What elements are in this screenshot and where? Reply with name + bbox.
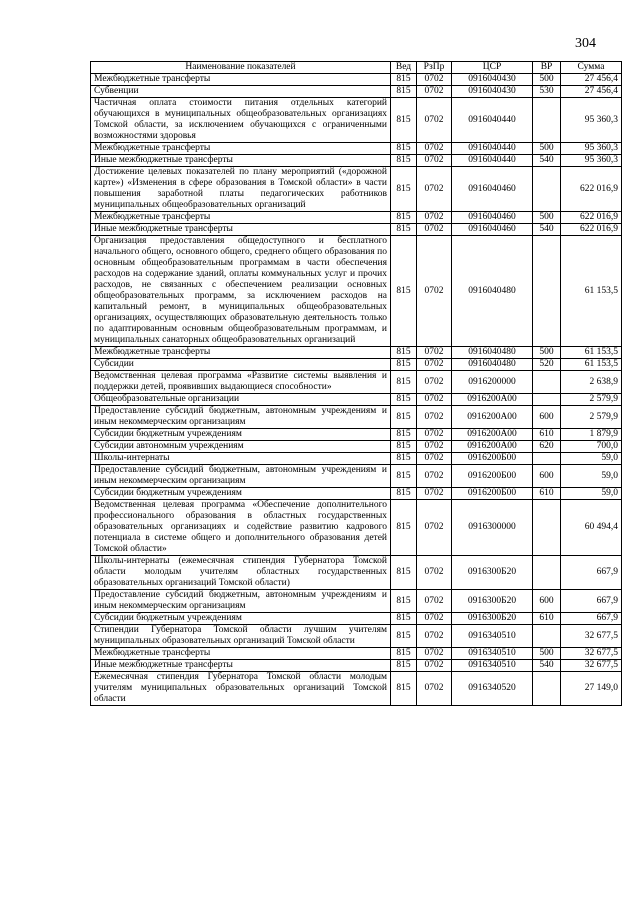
- row-vr: 620: [533, 441, 561, 453]
- row-sum: 700,0: [561, 441, 622, 453]
- row-rzpr: 0702: [417, 155, 452, 167]
- table-row: [91, 488, 622, 500]
- row-name: Субсидии бюджетным учреждениям: [91, 613, 391, 625]
- row-rzpr: 0702: [417, 167, 452, 212]
- header-name: Наименование показателей: [91, 62, 391, 74]
- row-name: Предоставление субсидий бюджетным, автономным учреждениям и иным некоммерческим организациям: [91, 406, 391, 429]
- row-vr: [533, 500, 561, 556]
- row-sum: 622 016,9: [561, 167, 622, 212]
- row-name: Субвенции: [91, 86, 391, 98]
- header-ved: Вед: [391, 62, 417, 74]
- row-rzpr: 0702: [417, 98, 452, 143]
- row-sum: 2 579,9: [561, 406, 622, 429]
- row-sum: 667,9: [561, 590, 622, 613]
- row-name: Школы-интернаты: [91, 453, 391, 465]
- table-row: [91, 613, 622, 625]
- row-name: Иные межбюджетные трансферты: [91, 660, 391, 672]
- table-row: [91, 212, 622, 224]
- row-ved: 815: [391, 406, 417, 429]
- row-sum: 61 153,5: [561, 236, 622, 347]
- table-row: [91, 143, 622, 155]
- header-csr: ЦСР: [452, 62, 533, 74]
- row-rzpr: 0702: [417, 371, 452, 394]
- table-row: [91, 347, 622, 359]
- row-csr: 0916040460: [452, 167, 533, 212]
- row-ved: 815: [391, 590, 417, 613]
- row-vr: 500: [533, 143, 561, 155]
- row-csr: 0916340510: [452, 625, 533, 648]
- row-vr: 610: [533, 488, 561, 500]
- row-csr: 0916040440: [452, 155, 533, 167]
- row-name: Частичная оплата стоимости питания отдельных категорий обучающихся в муниципальных общеобразовательных организациях Томской области, за исключением обучающихся с ограниченными возможностями здоровья: [91, 98, 391, 143]
- row-sum: 622 016,9: [561, 212, 622, 224]
- table-row: [91, 406, 622, 429]
- row-vr: 540: [533, 660, 561, 672]
- row-ved: 815: [391, 613, 417, 625]
- row-csr: 0916200А00: [452, 441, 533, 453]
- row-vr: [533, 167, 561, 212]
- row-rzpr: 0702: [417, 224, 452, 236]
- row-vr: 610: [533, 429, 561, 441]
- row-sum: 59,0: [561, 465, 622, 488]
- row-rzpr: 0702: [417, 556, 452, 590]
- row-vr: 530: [533, 86, 561, 98]
- table-row: [91, 453, 622, 465]
- row-name: Ежемесячная стипендия Губернатора Томской области молодым учителям муниципальных образовательных организаций Томской области: [91, 672, 391, 706]
- row-csr: 0916200000: [452, 371, 533, 394]
- table-row: [91, 648, 622, 660]
- table-row: [91, 359, 622, 371]
- row-name: Ведомственная целевая программа «Развитие системы выявления и поддержки детей, проявивших выдающиеся способности»: [91, 371, 391, 394]
- row-csr: 0916200А00: [452, 429, 533, 441]
- table-row: [91, 236, 622, 347]
- row-sum: 61 153,5: [561, 359, 622, 371]
- table-row: [91, 224, 622, 236]
- row-csr: 0916040460: [452, 224, 533, 236]
- row-sum: 27 456,4: [561, 86, 622, 98]
- row-sum: 32 677,5: [561, 625, 622, 648]
- header-rzpr: РзПр: [417, 62, 452, 74]
- row-rzpr: 0702: [417, 648, 452, 660]
- table-row: [91, 155, 622, 167]
- row-rzpr: 0702: [417, 74, 452, 86]
- row-rzpr: 0702: [417, 86, 452, 98]
- row-csr: 0916040440: [452, 143, 533, 155]
- row-rzpr: 0702: [417, 236, 452, 347]
- row-ved: 815: [391, 465, 417, 488]
- row-vr: [533, 625, 561, 648]
- row-ved: 815: [391, 236, 417, 347]
- table-row: [91, 167, 622, 212]
- row-csr: 0916340510: [452, 660, 533, 672]
- row-name: Субсидии автономным учреждениям: [91, 441, 391, 453]
- table-row: [91, 86, 622, 98]
- row-sum: 32 677,5: [561, 660, 622, 672]
- row-sum: 32 677,5: [561, 648, 622, 660]
- row-sum: 2 579,9: [561, 394, 622, 406]
- row-ved: 815: [391, 500, 417, 556]
- row-rzpr: 0702: [417, 660, 452, 672]
- row-sum: 95 360,3: [561, 143, 622, 155]
- header-sum: Сумма: [561, 62, 622, 74]
- row-csr: 0916300000: [452, 500, 533, 556]
- table-row: [91, 500, 622, 556]
- row-ved: 815: [391, 429, 417, 441]
- row-sum: 95 360,3: [561, 98, 622, 143]
- row-rzpr: 0702: [417, 672, 452, 706]
- row-name: Межбюджетные трансферты: [91, 74, 391, 86]
- row-ved: 815: [391, 371, 417, 394]
- row-name: Межбюджетные трансферты: [91, 212, 391, 224]
- row-ved: 815: [391, 394, 417, 406]
- row-name: Ведомственная целевая программа «Обеспечение дополнительного профессионального образования в областных государственных образовательных организациях и содействие развитию кадрового потенциала в системе общего и дополнительного образования детей Томской области»: [91, 500, 391, 556]
- row-name: Иные межбюджетные трансферты: [91, 224, 391, 236]
- row-vr: [533, 98, 561, 143]
- row-rzpr: 0702: [417, 406, 452, 429]
- row-sum: 61 153,5: [561, 347, 622, 359]
- row-rzpr: 0702: [417, 359, 452, 371]
- row-csr: 0916040430: [452, 86, 533, 98]
- row-name: Школы-интернаты (ежемесячная стипендия Губернатора Томской области молодым учителям областных государственных образовательных организаций Томской области): [91, 556, 391, 590]
- row-sum: 59,0: [561, 488, 622, 500]
- row-sum: 622 016,9: [561, 224, 622, 236]
- row-sum: 95 360,3: [561, 155, 622, 167]
- row-vr: [533, 371, 561, 394]
- row-sum: 27 456,4: [561, 74, 622, 86]
- row-csr: 0916040460: [452, 212, 533, 224]
- row-name: Субсидии бюджетным учреждениям: [91, 429, 391, 441]
- row-vr: 600: [533, 590, 561, 613]
- row-ved: 815: [391, 660, 417, 672]
- table-row: [91, 98, 622, 143]
- row-sum: 60 494,4: [561, 500, 622, 556]
- row-ved: 815: [391, 347, 417, 359]
- row-csr: 0916200Б00: [452, 465, 533, 488]
- row-rzpr: 0702: [417, 212, 452, 224]
- row-csr: 0916340510: [452, 648, 533, 660]
- row-vr: 500: [533, 212, 561, 224]
- row-ved: 815: [391, 488, 417, 500]
- row-ved: 815: [391, 86, 417, 98]
- row-csr: 0916300Б20: [452, 556, 533, 590]
- row-vr: [533, 453, 561, 465]
- row-csr: 0916200А00: [452, 406, 533, 429]
- row-csr: 0916200Б00: [452, 453, 533, 465]
- row-ved: 815: [391, 143, 417, 155]
- row-vr: 600: [533, 406, 561, 429]
- row-name: Организация предоставления общедоступного и бесплатного начального общего, основного общего, среднего общего образования по основным общеобразовательным программам в части обеспечения расходов на содержание зданий, оплаты коммунальных услуг и прочих расходов, не связанных с обеспечением реализации основных общеобразовательных программ, за исключением расходов на капитальный ремонт, в муниципальных общеобразовательных организациях, осуществляющих образовательную деятельность только по адаптированным основным общеобразовательным программам, и муниципальных санаторных общеобразовательных организаций: [91, 236, 391, 347]
- row-vr: 610: [533, 613, 561, 625]
- table-row: [91, 660, 622, 672]
- row-name: Межбюджетные трансферты: [91, 143, 391, 155]
- table-row: [91, 625, 622, 648]
- row-rzpr: 0702: [417, 429, 452, 441]
- row-vr: 520: [533, 359, 561, 371]
- table-header-row: [91, 62, 622, 74]
- row-ved: 815: [391, 625, 417, 648]
- row-name: Межбюджетные трансферты: [91, 347, 391, 359]
- row-ved: 815: [391, 224, 417, 236]
- row-ved: 815: [391, 359, 417, 371]
- row-rzpr: 0702: [417, 143, 452, 155]
- row-vr: [533, 394, 561, 406]
- row-ved: 815: [391, 556, 417, 590]
- row-rzpr: 0702: [417, 347, 452, 359]
- row-ved: 815: [391, 212, 417, 224]
- row-sum: 59,0: [561, 453, 622, 465]
- row-ved: 815: [391, 155, 417, 167]
- row-vr: 500: [533, 347, 561, 359]
- header-vr: ВР: [533, 62, 561, 74]
- table-row: [91, 672, 622, 706]
- row-rzpr: 0702: [417, 590, 452, 613]
- table-row: [91, 590, 622, 613]
- row-vr: 500: [533, 74, 561, 86]
- row-rzpr: 0702: [417, 500, 452, 556]
- row-name: Общеобразовательные организации: [91, 394, 391, 406]
- row-name: Субсидии бюджетным учреждениям: [91, 488, 391, 500]
- row-csr: 0916040480: [452, 236, 533, 347]
- row-rzpr: 0702: [417, 441, 452, 453]
- page-number: 304: [575, 36, 596, 51]
- row-name: Субсидии: [91, 359, 391, 371]
- row-csr: 0916040430: [452, 74, 533, 86]
- row-sum: 2 638,9: [561, 371, 622, 394]
- row-csr: 0916040480: [452, 359, 533, 371]
- row-rzpr: 0702: [417, 465, 452, 488]
- row-rzpr: 0702: [417, 488, 452, 500]
- row-sum: 667,9: [561, 556, 622, 590]
- row-vr: [533, 556, 561, 590]
- row-ved: 815: [391, 167, 417, 212]
- row-csr: 0916340520: [452, 672, 533, 706]
- row-rzpr: 0702: [417, 394, 452, 406]
- row-sum: 1 879,9: [561, 429, 622, 441]
- row-csr: 0916300Б20: [452, 590, 533, 613]
- row-name: Достижение целевых показателей по плану мероприятий («дорожной карте») «Изменения в сфере образования в Томской области» в части повышения заработной платы педагогических работников муниципальных общеобразовательных организаций: [91, 167, 391, 212]
- row-ved: 815: [391, 453, 417, 465]
- row-vr: 600: [533, 465, 561, 488]
- row-vr: 540: [533, 224, 561, 236]
- row-name: Стипендии Губернатора Томской области лучшим учителям муниципальных образовательных организаций Томской области: [91, 625, 391, 648]
- table-row: [91, 556, 622, 590]
- table-row: [91, 465, 622, 488]
- row-sum: 667,9: [561, 613, 622, 625]
- row-rzpr: 0702: [417, 613, 452, 625]
- row-ved: 815: [391, 648, 417, 660]
- table-row: [91, 74, 622, 86]
- row-ved: 815: [391, 98, 417, 143]
- row-csr: 0916200Б00: [452, 488, 533, 500]
- table-row: [91, 394, 622, 406]
- table-row: [91, 441, 622, 453]
- row-vr: [533, 236, 561, 347]
- row-rzpr: 0702: [417, 453, 452, 465]
- row-csr: 0916300Б20: [452, 613, 533, 625]
- row-name: Межбюджетные трансферты: [91, 648, 391, 660]
- row-name: Предоставление субсидий бюджетным, автономным учреждениям и иным некоммерческим организациям: [91, 590, 391, 613]
- row-ved: 815: [391, 441, 417, 453]
- budget-table: [90, 61, 622, 706]
- row-csr: 0916200А00: [452, 394, 533, 406]
- row-name: Предоставление субсидий бюджетным, автономным учреждениям и иным некоммерческим организациям: [91, 465, 391, 488]
- row-csr: 0916040440: [452, 98, 533, 143]
- row-sum: 27 149,0: [561, 672, 622, 706]
- row-vr: 500: [533, 648, 561, 660]
- row-ved: 815: [391, 672, 417, 706]
- table-row: [91, 371, 622, 394]
- row-ved: 815: [391, 74, 417, 86]
- table-row: [91, 429, 622, 441]
- row-rzpr: 0702: [417, 625, 452, 648]
- row-name: Иные межбюджетные трансферты: [91, 155, 391, 167]
- row-vr: 540: [533, 155, 561, 167]
- row-csr: 0916040480: [452, 347, 533, 359]
- row-vr: [533, 672, 561, 706]
